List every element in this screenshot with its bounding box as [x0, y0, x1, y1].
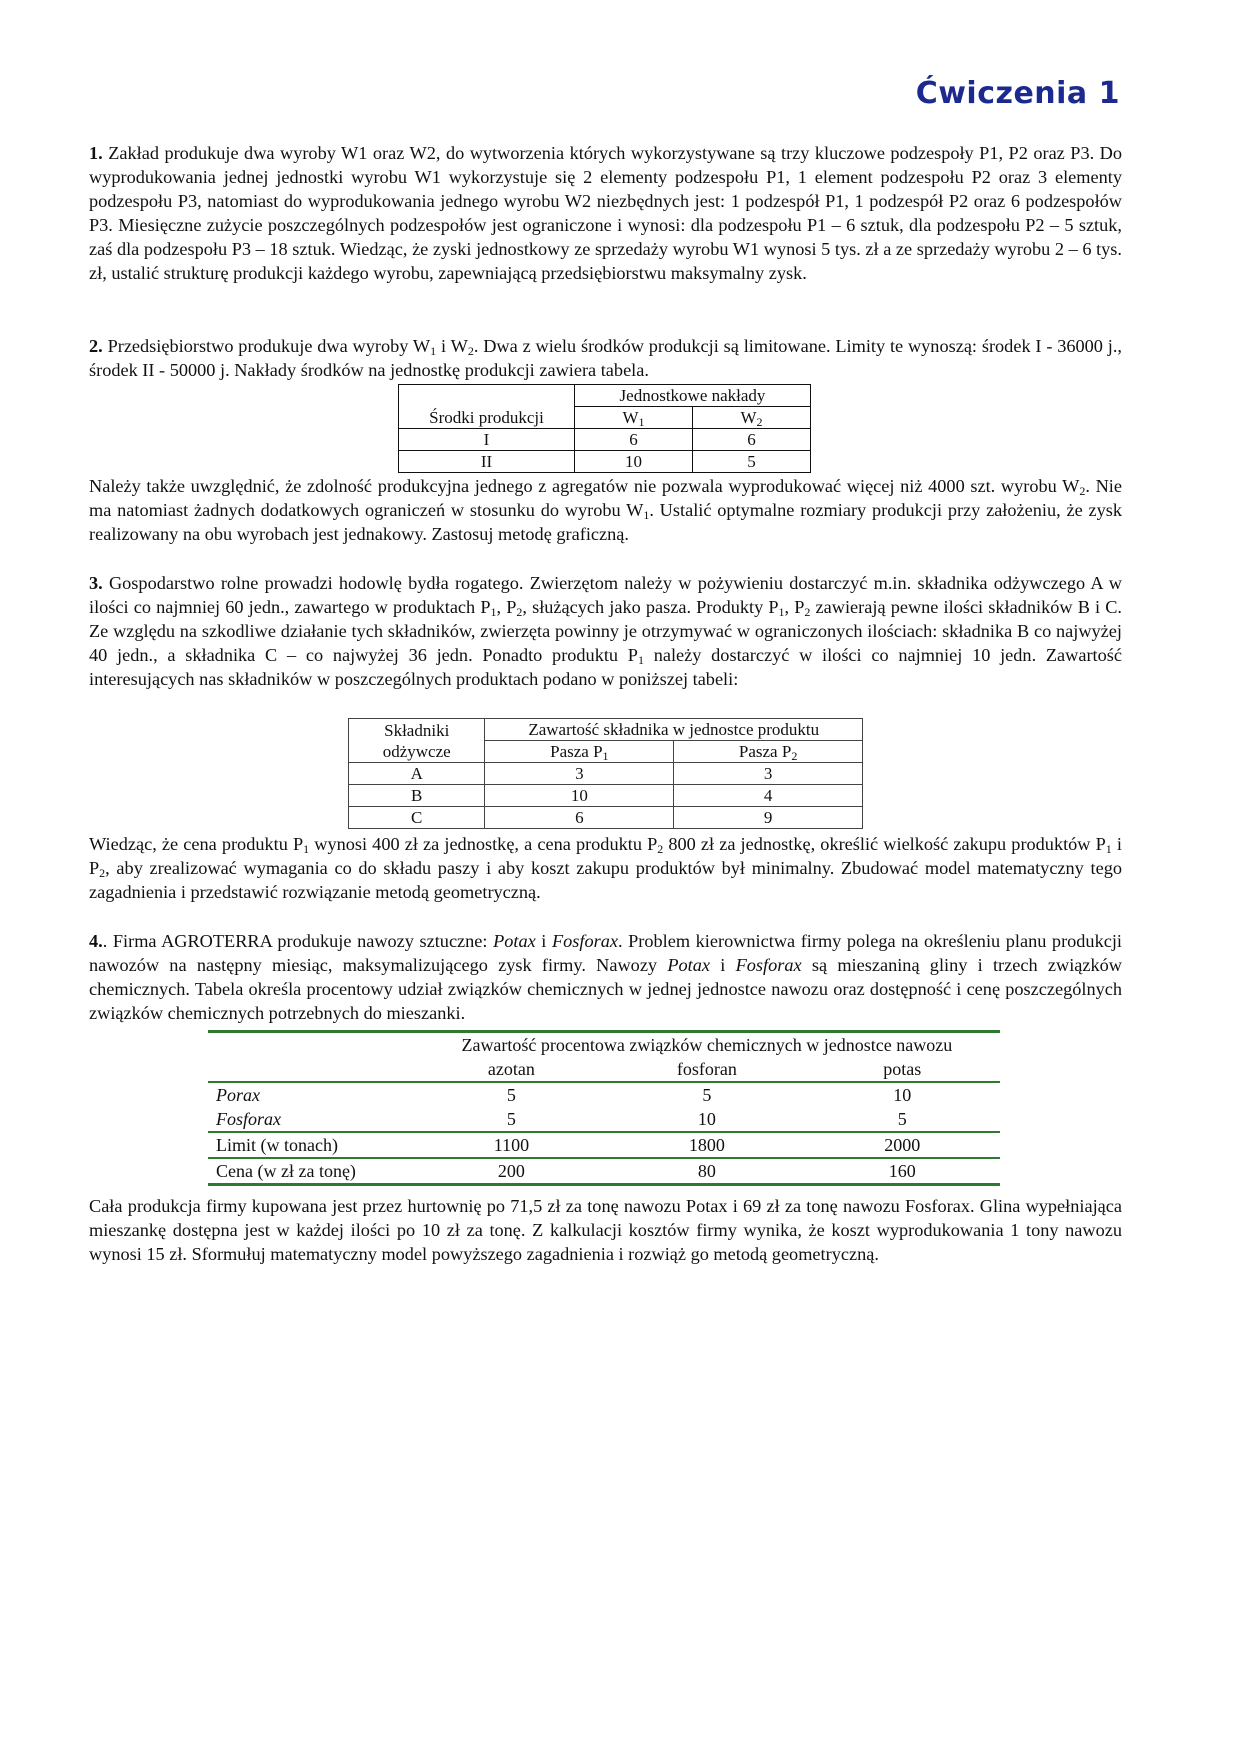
text-fragment: , służących jako pasza. Produkty P	[522, 597, 779, 617]
cell: 5	[506, 1109, 516, 1129]
exercise-4-after	[89, 1194, 1122, 1266]
table-row	[208, 1107, 1000, 1132]
text-fragment: 800 zł za jednostkę, określić wielkość zakupu produktów P	[663, 834, 1106, 854]
row-label: Limit (w tonach)	[216, 1135, 338, 1155]
subscript: 2	[791, 748, 798, 763]
cell: 80	[697, 1161, 716, 1181]
product-name: Fosforax	[735, 955, 802, 975]
row-label: B	[349, 785, 485, 807]
fertilizer-table	[208, 1030, 1000, 1186]
header-cell: azotan	[487, 1059, 535, 1079]
text-fragment: i	[709, 955, 736, 975]
cell: 4	[674, 785, 863, 807]
row-label: C	[349, 807, 485, 829]
cell: 9	[674, 807, 863, 829]
header-cell: fosforan	[676, 1059, 737, 1079]
cell: 200	[497, 1161, 525, 1181]
subscript: 2	[804, 605, 811, 619]
row-label: Porax	[216, 1085, 260, 1105]
fertilizer-table-wrap	[208, 1030, 1000, 1186]
cell: 3	[674, 763, 863, 785]
header-cell	[485, 741, 674, 763]
cell: 3	[485, 763, 674, 785]
cell: 5	[702, 1085, 712, 1105]
text-fragment: , aby zrealizować wymagania co do składu paszy i aby koszt zakupu produktów był minimalny. Zbudować model matematyczny tego zagadnienia i przedstawić rozwiązanie metodą geometryczną.	[89, 858, 1122, 902]
cell: 6	[485, 807, 674, 829]
exercise-number: 3.	[89, 573, 103, 593]
cell: 160	[888, 1161, 916, 1181]
cell: 10	[697, 1109, 716, 1129]
product-name: Potax	[493, 931, 536, 951]
cell: 1100	[493, 1135, 530, 1155]
subscript: 1	[303, 842, 310, 856]
text-fragment: i	[535, 931, 552, 951]
subscript: 2	[657, 842, 664, 856]
header-cell: Jednostkowe nakłady	[575, 385, 811, 407]
cell: 5	[897, 1109, 907, 1129]
text-fragment: . Firma AGROTERRA produkuje nawozy sztuczne:	[102, 931, 494, 951]
exercise-2-after	[89, 474, 1122, 546]
product-name: Potax	[667, 955, 710, 975]
table-row	[399, 451, 811, 473]
text-fragment: należy dostarczyć w ilości co najmniej 10 jedn. Zawartość interesujących nas składników w poszczególnych produktach podano w poniższej tabeli:	[89, 645, 1123, 689]
table-row	[399, 429, 811, 451]
cell: 6	[575, 429, 693, 451]
subscript: 1	[778, 605, 785, 619]
header-cell: Składniki odżywcze	[349, 719, 485, 763]
cell: 2000	[884, 1135, 921, 1155]
header-cell	[208, 1057, 414, 1082]
header-cell: potas	[883, 1059, 922, 1079]
exercise-1	[89, 141, 1122, 285]
exercise-4-intro	[89, 929, 1122, 1025]
table-row	[349, 785, 863, 807]
exercise-number: 1.	[89, 143, 103, 163]
exercise-number: 4.	[89, 931, 103, 951]
subscript: 1	[490, 605, 497, 619]
cell: 5	[506, 1085, 516, 1105]
text-fragment: Przedsiębiorstwo produkuje dwa wyroby W	[107, 336, 431, 356]
text-fragment: . Dwa z wielu środków produkcji są limitowane. Limity te wynoszą: środek I - 36000 j., środek II - 50000 j. Nakłady środków na jednostkę produkcji zawiera tabela.	[89, 336, 1122, 380]
resource-table	[398, 384, 811, 473]
row-label: II	[399, 451, 575, 473]
row-label: A	[349, 763, 485, 785]
subscript: 1	[602, 748, 609, 763]
header-cell	[693, 407, 811, 429]
exercise-3-intro	[89, 571, 1122, 691]
subscript: 2	[99, 866, 106, 880]
header-cell	[674, 741, 863, 763]
text-fragment: Wiedząc, że cena produktu P	[89, 834, 304, 854]
row-label: Cena (w zł za tonę)	[216, 1161, 356, 1181]
exercise-text: Zakład produkuje dwa wyroby W1 oraz W2, do wytworzenia których wykorzystywane są trzy kluczowe podzespoły P1, P2 oraz P3. Do wyprodukowania jednej jednostki wyrobu W1 wykorzystuje się 2 elementy podzespołu P1, 1 element podzespołu P2 oraz 3 elementy podzespołu P3, natomiast do wyprodukowania jednego wyrobu W2 niezbędnych jest: 1 podzespół P1, 1 podzespół P2 oraz 6 podzespołów P3. Miesięczne zużycie poszczególnych podzespołów jest ograniczone i wynosi: dla podzespołu P1 – 6 sztuk, dla podzespołu P2 – 5 sztuk, zaś dla podzespołu P3 – 18 sztuk. Wiedząc, że zyski jednostkowy ze sprzedaży wyrobu W1 wynosi 5 tys. zł a ze sprzedaży wyrobu 2 – 6 tys. zł, ustalić strukturę produkcji każdego wyrobu, zapewniającą przedsiębiorstwu maksymalny zysk.	[89, 143, 1122, 283]
cell: 5	[693, 451, 811, 473]
header-cell: Zawartość procentowa związków chemicznych w jednostce nawozu	[461, 1035, 953, 1055]
header-p2: Pasza P	[738, 741, 792, 761]
header-cell: Zawartość składnika w jednostce produktu	[485, 719, 863, 741]
text-fragment: zawierają pewne ilości składników B i C. Ze względu na szkodliwe działanie tych składników, zwierzęta powinny je otrzymywać w ograniczonych ilościach: składnika B co najwyżej 40 jedn., a składnika C – co najwyżej 36 jedn. Ponadto produktu P	[89, 597, 1122, 665]
subscript: 1	[1105, 842, 1112, 856]
header-w1: W	[622, 407, 639, 427]
text-fragment: są mieszaniną gliny i trzech związków chemicznych. Tabela określa procentowy udział związków chemicznych w jednej jednostce nawozu oraz dostępność i cenę poszczególnych związków chemicznych potrzebnych do mieszanki.	[89, 955, 1122, 1023]
row-label: I	[399, 429, 575, 451]
subscript: 2	[467, 344, 474, 358]
text-fragment: , P	[784, 597, 805, 617]
header-cell	[208, 1032, 414, 1058]
table-row	[208, 1082, 1000, 1107]
cell: 6	[693, 429, 811, 451]
subscript: 2	[756, 414, 763, 429]
row-label: Fosforax	[216, 1109, 281, 1129]
text-fragment: . Nie ma natomiast żadnych dodatkowych ograniczeń w stosunku do wyrobu W	[89, 476, 1122, 520]
exercise-number: 2.	[89, 336, 103, 356]
table-row	[208, 1158, 1000, 1185]
product-name: Fosforax	[551, 931, 618, 951]
subscript: 1	[643, 508, 650, 522]
text-fragment: . Problem kierownictwa firmy polega na określeniu planu produkcji nawozów na następny miesiąc, maksymalizującego zysk firmy. Nawozy	[89, 931, 1122, 975]
exercise-3-after	[89, 832, 1122, 904]
subscript: 2	[516, 605, 523, 619]
text-fragment: wynosi 400 zł za jednostkę, a cena produktu P	[309, 834, 658, 854]
exercise-2-intro	[89, 334, 1122, 382]
cell: 1800	[688, 1135, 725, 1155]
text-fragment: . Ustalić optymalne rozmiary produkcji przy założeniu, że zysk realizowany na obu wyrobach jest jednakowy. Zastosuj metodę graficzną.	[89, 500, 1122, 544]
cell: 10	[893, 1085, 912, 1105]
header-p1: Pasza P	[550, 741, 603, 761]
header-cell: Środki produkcji	[399, 385, 575, 429]
table-row	[349, 807, 863, 829]
cell: 10	[485, 785, 674, 807]
text-fragment: i W	[436, 336, 468, 356]
text-fragment: Cała produkcja firmy kupowana jest przez hurtownię po 71,5 zł za tonę nawozu Potax i 69 zł za tonę nawozu Fosforax. Glina wypełniająca mieszankę dostępna jest w każdej ilości po 10 zł za tonę. Z kalkulacji kosztów firmy wynika, że koszt wyprodukowania 1 tony nawozu wynosi 15 zł. Sformułuj matematyczny model powyższego zagadnienia i rozwiąż go metodą geometryczną.	[89, 1196, 1122, 1264]
subscript: 1	[638, 414, 645, 429]
page-title: Ćwiczenia 1	[915, 76, 1120, 111]
text-fragment: Należy także uwzględnić, że zdolność produkcyjna jednego z agregatów nie pozwala wyprodukować więcej niż 4000 szt. wyrobu W	[89, 476, 1080, 496]
text-fragment: , P	[496, 597, 517, 617]
nutrient-table	[348, 718, 863, 829]
table-row	[208, 1132, 1000, 1158]
text-fragment: i P	[89, 834, 1122, 878]
text-fragment: Gospodarstwo rolne prowadzi hodowlę bydła rogatego. Zwierzętom należy w pożywieniu dostarczyć m.in. składnika odżywczego A w ilości co najmniej 60 jedn., zawartego w produktach P	[89, 573, 1122, 617]
header-w2: W	[740, 407, 757, 427]
subscript: 2	[1079, 484, 1086, 498]
header-cell	[575, 407, 693, 429]
subscript: 1	[430, 344, 437, 358]
table-row	[349, 763, 863, 785]
subscript: 1	[637, 653, 644, 667]
cell: 10	[575, 451, 693, 473]
